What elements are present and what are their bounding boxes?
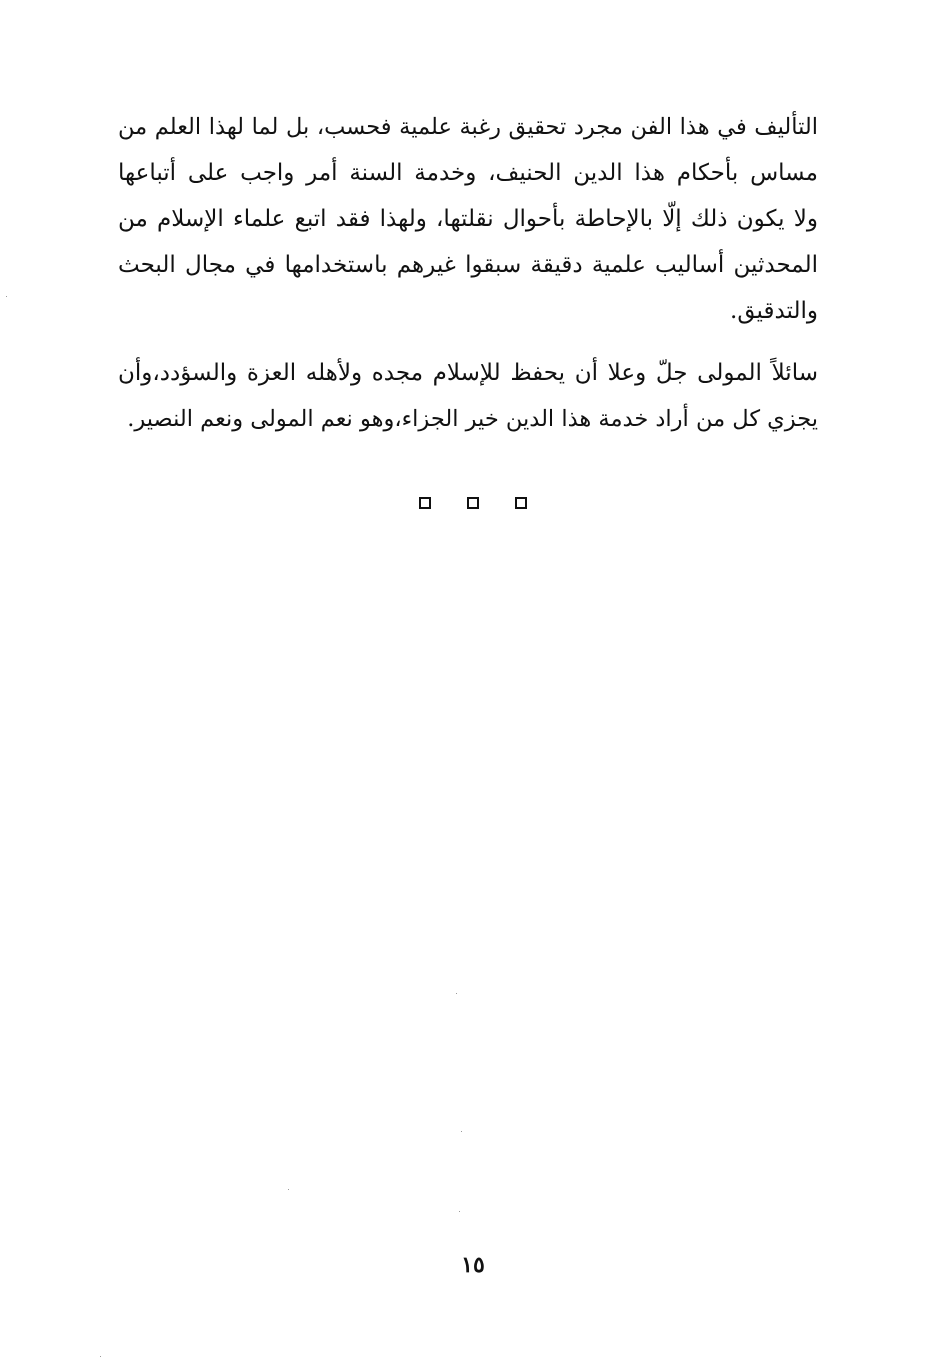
section-divider-ornament xyxy=(0,497,946,517)
paragraph-line: يجزي كل من أراد خدمة هذا الدين خير الجزاء،وهو نعم المولى ونعم النصير. xyxy=(127,406,818,432)
paragraph-1 xyxy=(118,104,818,334)
scan-speck xyxy=(459,1211,460,1212)
paragraph-line: والتدقيق. xyxy=(730,298,818,324)
scan-speck xyxy=(461,1131,462,1132)
square-ornament-icon xyxy=(419,497,431,509)
square-ornament-icon xyxy=(467,497,479,509)
paragraph-2 xyxy=(118,350,818,442)
paragraph-line: التأليف في هذا الفن مجرد تحقيق رغبة علمية فحسب، بل لما لهذا العلم من xyxy=(118,114,818,140)
scan-speck xyxy=(456,993,457,994)
paragraph-line: ولا يكون ذلك إلّا بالإحاطة بأحوال نقلتها، ولهذا فقد اتبع علماء الإسلام من xyxy=(118,206,818,232)
scan-speck xyxy=(6,296,7,297)
scan-speck xyxy=(288,1189,289,1190)
paragraph-line: سائلاً المولى جلّ وعلا أن يحفظ للإسلام مجده ولأهله العزة والسؤدد،وأن xyxy=(118,360,818,386)
scan-speck xyxy=(100,1356,101,1357)
square-ornament-icon xyxy=(515,497,527,509)
page-number: ١٥ xyxy=(461,1252,485,1278)
paragraph-line: مساس بأحكام هذا الدين الحنيف، وخدمة السنة أمر واجب على أتباعها xyxy=(118,160,818,186)
paragraph-line: المحدثين أساليب علمية دقيقة سبقوا غيرهم باستخدامها في مجال البحث xyxy=(118,252,818,278)
